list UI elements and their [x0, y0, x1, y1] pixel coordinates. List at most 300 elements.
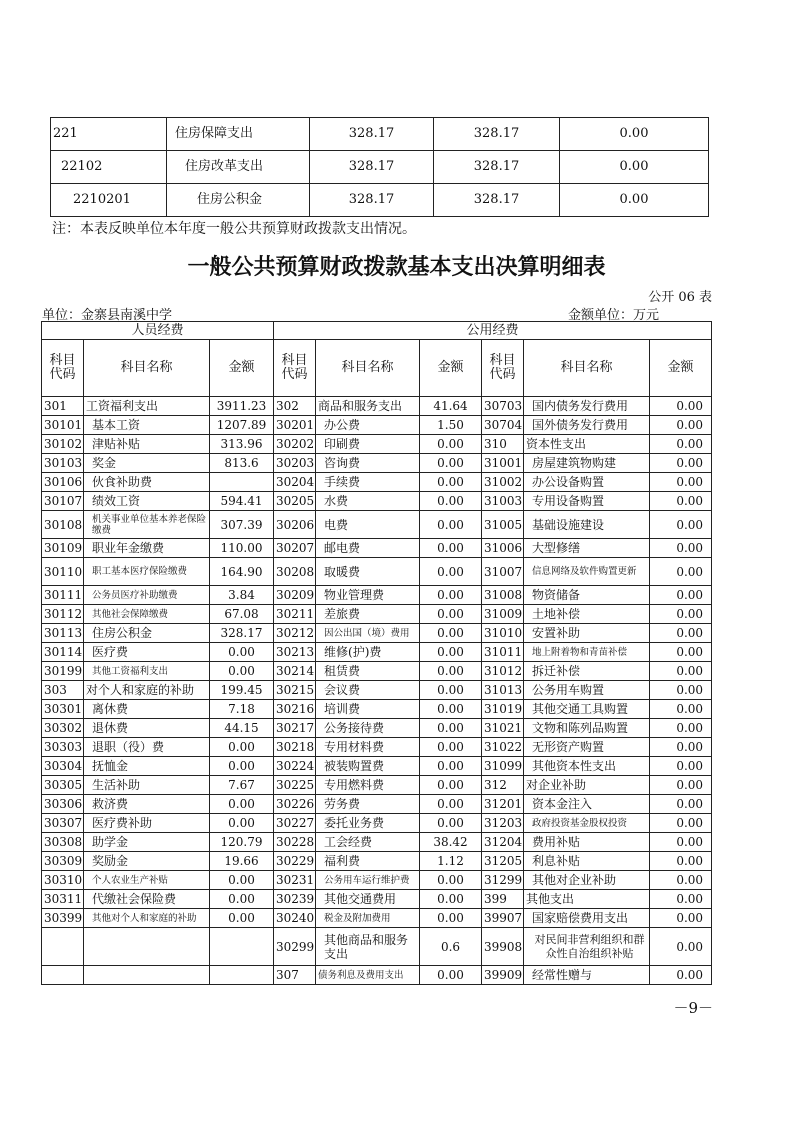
- top-value-cell: 328.17: [434, 118, 560, 151]
- code-cell: 39908: [482, 928, 524, 966]
- top-code-cell: 22102: [51, 151, 167, 184]
- code-cell: 30301: [42, 700, 84, 719]
- code-cell: 31012: [482, 662, 524, 681]
- amount-cell: 0.00: [650, 416, 712, 435]
- code-cell: 30207: [274, 539, 316, 558]
- table-row: [42, 586, 712, 605]
- name-cell: 咨询费: [316, 454, 420, 473]
- amount-cell: 328.17: [210, 624, 274, 643]
- top-code-cell: 2210201: [51, 184, 167, 217]
- table-row: [42, 833, 712, 852]
- amount-cell: 0.00: [420, 624, 482, 643]
- amount-cell: 0.00: [210, 795, 274, 814]
- code-cell: 30704: [482, 416, 524, 435]
- amount-cell: 0.00: [420, 776, 482, 795]
- name-cell: 基本工资: [84, 416, 210, 435]
- amount-cell: 0.00: [650, 776, 712, 795]
- name-cell: 退职（役）费: [84, 738, 210, 757]
- table-row: [42, 681, 712, 700]
- code-cell: 31203: [482, 814, 524, 833]
- name-cell: 医疗费: [84, 643, 210, 662]
- amount-cell: 0.00: [650, 643, 712, 662]
- name-cell: 其他交通工具购置: [524, 700, 650, 719]
- name-cell: 房屋建筑物购建: [524, 454, 650, 473]
- code-cell: 30209: [274, 586, 316, 605]
- amount-cell: 0.00: [650, 624, 712, 643]
- name-cell: 专用燃料费: [316, 776, 420, 795]
- table-row: [42, 738, 712, 757]
- top-name-cell: 住房改革支出: [167, 151, 310, 184]
- amount-cell: 0.00: [650, 473, 712, 492]
- amount-cell: 813.6: [210, 454, 274, 473]
- code-cell: 31013: [482, 681, 524, 700]
- amount-cell: 594.41: [210, 492, 274, 511]
- amount-cell: 307.39: [210, 511, 274, 539]
- amount-cell: 0.00: [650, 966, 712, 985]
- code-cell: 30299: [274, 928, 316, 966]
- top-value-cell: 328.17: [310, 118, 434, 151]
- amount-cell: 38.42: [420, 833, 482, 852]
- name-cell: 商品和服务支出: [316, 397, 420, 416]
- amount-cell: 199.45: [210, 681, 274, 700]
- name-cell: 物资储备: [524, 586, 650, 605]
- name-cell: 税金及附加费用: [316, 909, 420, 928]
- amount-cell: 44.15: [210, 719, 274, 738]
- code-cell: 31003: [482, 492, 524, 511]
- code-cell: 30201: [274, 416, 316, 435]
- top-value-cell: 328.17: [434, 151, 560, 184]
- amount-cell: 0.00: [210, 890, 274, 909]
- amount-cell: 0.00: [650, 397, 712, 416]
- name-cell: 其他资本性支出: [524, 757, 650, 776]
- name-cell: 工资福利支出: [84, 397, 210, 416]
- name-header: 科目名称: [316, 340, 420, 397]
- table-row: [42, 454, 712, 473]
- amount-cell: 0.00: [650, 757, 712, 776]
- amount-cell: 313.96: [210, 435, 274, 454]
- amount-cell: 0.00: [420, 700, 482, 719]
- name-cell: 印刷费: [316, 435, 420, 454]
- name-cell: 地上附着物和青苗补偿: [524, 643, 650, 662]
- code-cell: 30108: [42, 511, 84, 539]
- code-cell: 30303: [42, 738, 84, 757]
- name-cell: 会议费: [316, 681, 420, 700]
- amount-cell: 0.00: [650, 719, 712, 738]
- name-cell: 公务员医疗补助缴费: [84, 586, 210, 605]
- name-header: 科目名称: [84, 340, 210, 397]
- amount-cell: 0.00: [420, 814, 482, 833]
- name-cell: 租赁费: [316, 662, 420, 681]
- name-cell: 公务用车购置: [524, 681, 650, 700]
- code-cell: 302: [274, 397, 316, 416]
- name-cell: 国家赔偿费用支出: [524, 909, 650, 928]
- top-value-cell: 0.00: [560, 151, 709, 184]
- name-cell: 文物和陈列品购置: [524, 719, 650, 738]
- code-cell: 301: [42, 397, 84, 416]
- name-cell: 专用设备购置: [524, 492, 650, 511]
- name-cell: 对个人和家庭的补助: [84, 681, 210, 700]
- top-value-cell: 328.17: [310, 151, 434, 184]
- table-row: [42, 605, 712, 624]
- top-value-cell: 328.17: [310, 184, 434, 217]
- name-cell: 资本性支出: [524, 435, 650, 454]
- amount-cell: 0.00: [420, 586, 482, 605]
- table-row: [42, 852, 712, 871]
- name-cell: 代缴社会保险费: [84, 890, 210, 909]
- code-cell: 31008: [482, 586, 524, 605]
- code-cell: 30109: [42, 539, 84, 558]
- name-cell: 其他社会保障缴费: [84, 605, 210, 624]
- amount-cell: 0.00: [420, 757, 482, 776]
- code-cell: 30203: [274, 454, 316, 473]
- top-table-row: [51, 151, 709, 184]
- code-cell: 30199: [42, 662, 84, 681]
- code-cell: 30212: [274, 624, 316, 643]
- code-cell: [42, 928, 84, 966]
- name-cell: 公务接待费: [316, 719, 420, 738]
- code-cell: 39907: [482, 909, 524, 928]
- name-cell: 土地补偿: [524, 605, 650, 624]
- table-row: [42, 871, 712, 890]
- code-cell: 31204: [482, 833, 524, 852]
- name-cell: 奖励金: [84, 852, 210, 871]
- code-cell: 30213: [274, 643, 316, 662]
- name-header: 科目名称: [524, 340, 650, 397]
- table-row: [42, 795, 712, 814]
- name-cell: 邮电费: [316, 539, 420, 558]
- name-cell: 津贴补贴: [84, 435, 210, 454]
- code-cell: 30225: [274, 776, 316, 795]
- table-row: [42, 511, 712, 539]
- amount-cell: 0.00: [420, 681, 482, 700]
- name-cell: 职工基本医疗保险缴费: [84, 558, 210, 586]
- top-name-cell: 住房保障支出: [167, 118, 310, 151]
- code-cell: 399: [482, 890, 524, 909]
- table-row: [42, 757, 712, 776]
- name-cell: 资本金注入: [524, 795, 650, 814]
- code-cell: 31010: [482, 624, 524, 643]
- table-row: [42, 662, 712, 681]
- amount-header: 金额: [650, 340, 712, 397]
- name-cell: 经常性赠与: [524, 966, 650, 985]
- name-cell: 其他支出: [524, 890, 650, 909]
- name-cell: 国外债务发行费用: [524, 416, 650, 435]
- amount-cell: 0.00: [650, 909, 712, 928]
- code-cell: 30106: [42, 473, 84, 492]
- amount-cell: 0.00: [650, 852, 712, 871]
- code-cell: 30114: [42, 643, 84, 662]
- table-row: [42, 435, 712, 454]
- table-row: [42, 492, 712, 511]
- code-cell: 30304: [42, 757, 84, 776]
- table-note: 注：本表反映单位本年度一般公共预算财政拨款支出情况。: [52, 221, 416, 237]
- code-cell: 30310: [42, 871, 84, 890]
- code-cell: 31006: [482, 539, 524, 558]
- amount-cell: 0.00: [420, 558, 482, 586]
- name-cell: 机关事业单位基本养老保险缴费: [84, 511, 210, 539]
- code-cell: 30240: [274, 909, 316, 928]
- code-cell: 30239: [274, 890, 316, 909]
- amount-cell: 0.00: [650, 586, 712, 605]
- amount-cell: 0.00: [420, 473, 482, 492]
- name-cell: 其他商品和服务支出: [316, 928, 420, 966]
- name-cell: 信息网络及软件购置更新: [524, 558, 650, 586]
- name-cell: 差旅费: [316, 605, 420, 624]
- name-cell: 助学金: [84, 833, 210, 852]
- amount-cell: 0.00: [650, 454, 712, 473]
- code-cell: 30112: [42, 605, 84, 624]
- name-cell: 利息补贴: [524, 852, 650, 871]
- code-cell: 30226: [274, 795, 316, 814]
- name-cell: 政府投资基金股权投资: [524, 814, 650, 833]
- top-value-cell: 328.17: [434, 184, 560, 217]
- code-cell: 30306: [42, 795, 84, 814]
- name-cell: 拆迁补偿: [524, 662, 650, 681]
- personnel-header: 人员经费: [42, 322, 274, 340]
- amount-cell: 0.00: [650, 681, 712, 700]
- amount-cell: 0.00: [420, 719, 482, 738]
- code-header: 科目代码: [482, 340, 524, 397]
- amount-cell: 0.00: [650, 539, 712, 558]
- name-cell: 无形资产购置: [524, 738, 650, 757]
- amount-cell: 0.00: [650, 662, 712, 681]
- amount-cell: 0.00: [210, 814, 274, 833]
- amount-cell: 67.08: [210, 605, 274, 624]
- code-cell: 31205: [482, 852, 524, 871]
- page-number: －9－: [673, 999, 713, 1017]
- code-cell: 30217: [274, 719, 316, 738]
- name-cell: 大型修缮: [524, 539, 650, 558]
- table-row: [42, 928, 712, 966]
- code-cell: 31001: [482, 454, 524, 473]
- top-code-cell: 221: [51, 118, 167, 151]
- header-row-groups: [42, 322, 712, 340]
- name-cell: 办公费: [316, 416, 420, 435]
- table-row: [42, 643, 712, 662]
- amount-cell: 1.50: [420, 416, 482, 435]
- name-cell: 对民间非营利组织和群众性自治组织补贴: [524, 928, 650, 966]
- name-cell: 劳务费: [316, 795, 420, 814]
- table-row: [42, 473, 712, 492]
- code-cell: 30305: [42, 776, 84, 795]
- amount-cell: 0.00: [420, 435, 482, 454]
- name-cell: 离休费: [84, 700, 210, 719]
- code-cell: 30399: [42, 909, 84, 928]
- code-cell: 30110: [42, 558, 84, 586]
- amount-cell: 0.00: [210, 643, 274, 662]
- amount-cell: 0.00: [420, 492, 482, 511]
- amount-header: 金额: [210, 340, 274, 397]
- name-cell: 抚恤金: [84, 757, 210, 776]
- amount-cell: 0.00: [650, 492, 712, 511]
- top-name-cell: 住房公积金: [167, 184, 310, 217]
- table-row: [42, 624, 712, 643]
- amount-cell: [210, 473, 274, 492]
- code-cell: 31009: [482, 605, 524, 624]
- amount-cell: 0.00: [420, 511, 482, 539]
- name-cell: 其他工资福利支出: [84, 662, 210, 681]
- top-table-row: [51, 118, 709, 151]
- name-cell: 生活补助: [84, 776, 210, 795]
- code-cell: 30208: [274, 558, 316, 586]
- name-cell: 物业管理费: [316, 586, 420, 605]
- amount-cell: 0.00: [650, 558, 712, 586]
- page-title: 一般公共预算财政拨款基本支出决算明细表: [187, 255, 606, 280]
- name-cell: 培训费: [316, 700, 420, 719]
- code-cell: 30229: [274, 852, 316, 871]
- name-cell: 取暖费: [316, 558, 420, 586]
- amount-cell: 0.00: [650, 435, 712, 454]
- code-cell: 30113: [42, 624, 84, 643]
- code-cell: 31201: [482, 795, 524, 814]
- code-cell: 30228: [274, 833, 316, 852]
- amount-cell: 0.00: [420, 890, 482, 909]
- name-cell: [84, 966, 210, 985]
- amount-header: 金额: [420, 340, 482, 397]
- code-cell: 30101: [42, 416, 84, 435]
- table-row: [42, 700, 712, 719]
- table-row: [42, 397, 712, 416]
- name-cell: 电费: [316, 511, 420, 539]
- name-cell: 退休费: [84, 719, 210, 738]
- amount-cell: [210, 966, 274, 985]
- name-cell: 其他对个人和家庭的补助: [84, 909, 210, 928]
- amount-cell: 3.84: [210, 586, 274, 605]
- code-cell: [42, 966, 84, 985]
- name-cell: 个人农业生产补贴: [84, 871, 210, 890]
- name-cell: 水费: [316, 492, 420, 511]
- amount-cell: 3911.23: [210, 397, 274, 416]
- amount-cell: 0.00: [210, 738, 274, 757]
- name-cell: 被装购置费: [316, 757, 420, 776]
- code-cell: 31299: [482, 871, 524, 890]
- table-row: [42, 909, 712, 928]
- amount-cell: 0.00: [210, 909, 274, 928]
- amount-cell: 0.00: [420, 738, 482, 757]
- name-cell: 维修(护)费: [316, 643, 420, 662]
- code-cell: 30206: [274, 511, 316, 539]
- amount-cell: 0.00: [420, 539, 482, 558]
- code-cell: 31007: [482, 558, 524, 586]
- code-cell: 30227: [274, 814, 316, 833]
- name-cell: 国内债务发行费用: [524, 397, 650, 416]
- top-table-row: [51, 184, 709, 217]
- amount-cell: 0.6: [420, 928, 482, 966]
- code-cell: 30308: [42, 833, 84, 852]
- name-cell: 伙食补助费: [84, 473, 210, 492]
- amount-cell: [210, 928, 274, 966]
- amount-cell: 0.00: [650, 890, 712, 909]
- public-header: 公用经费: [274, 322, 712, 340]
- code-cell: 30211: [274, 605, 316, 624]
- name-cell: 办公设备购置: [524, 473, 650, 492]
- amount-cell: 7.18: [210, 700, 274, 719]
- amount-cell: 7.67: [210, 776, 274, 795]
- code-cell: 30107: [42, 492, 84, 511]
- code-cell: 31019: [482, 700, 524, 719]
- amount-cell: 0.00: [650, 795, 712, 814]
- code-cell: 31011: [482, 643, 524, 662]
- code-header: 科目代码: [42, 340, 84, 397]
- amount-cell: 0.00: [420, 871, 482, 890]
- code-cell: 30214: [274, 662, 316, 681]
- amount-cell: 0.00: [650, 814, 712, 833]
- table-row: [42, 539, 712, 558]
- code-cell: 31099: [482, 757, 524, 776]
- table-row: [42, 814, 712, 833]
- unit-label: 单位：金寨县南溪中学: [42, 308, 173, 323]
- amount-cell: 0.00: [650, 738, 712, 757]
- amount-cell: 0.00: [420, 454, 482, 473]
- code-cell: 30204: [274, 473, 316, 492]
- name-cell: 专用材料费: [316, 738, 420, 757]
- code-cell: 303: [42, 681, 84, 700]
- table-row: [42, 966, 712, 985]
- code-cell: 30218: [274, 738, 316, 757]
- code-cell: 30103: [42, 454, 84, 473]
- code-cell: 30202: [274, 435, 316, 454]
- code-header: 科目代码: [274, 340, 316, 397]
- code-cell: 39909: [482, 966, 524, 985]
- code-cell: 307: [274, 966, 316, 985]
- code-cell: 30216: [274, 700, 316, 719]
- name-cell: 安置补助: [524, 624, 650, 643]
- name-cell: 债务利息及费用支出: [316, 966, 420, 985]
- amount-unit-label: 金额单位：万元: [568, 308, 660, 323]
- table-row: [42, 719, 712, 738]
- code-cell: 30215: [274, 681, 316, 700]
- header-row-columns: [42, 340, 712, 397]
- amount-cell: 120.79: [210, 833, 274, 852]
- amount-cell: 41.64: [420, 397, 482, 416]
- name-cell: 其他交通费用: [316, 890, 420, 909]
- amount-cell: 1.12: [420, 852, 482, 871]
- name-cell: 职业年金缴费: [84, 539, 210, 558]
- name-cell: 奖金: [84, 454, 210, 473]
- code-cell: 31005: [482, 511, 524, 539]
- amount-cell: 0.00: [650, 605, 712, 624]
- amount-cell: 0.00: [650, 871, 712, 890]
- name-cell: [84, 928, 210, 966]
- detail-table: [41, 321, 712, 985]
- amount-cell: 0.00: [420, 643, 482, 662]
- amount-cell: 0.00: [210, 662, 274, 681]
- amount-cell: 19.66: [210, 852, 274, 871]
- name-cell: 手续费: [316, 473, 420, 492]
- name-cell: 基础设施建设: [524, 511, 650, 539]
- public-table-number: 公开 06 表: [648, 290, 712, 305]
- amount-cell: 0.00: [650, 928, 712, 966]
- amount-cell: 110.00: [210, 539, 274, 558]
- amount-cell: 1207.89: [210, 416, 274, 435]
- top-value-cell: 0.00: [560, 118, 709, 151]
- table-row: [42, 416, 712, 435]
- code-cell: 30703: [482, 397, 524, 416]
- name-cell: 其他对企业补助: [524, 871, 650, 890]
- top-value-cell: 0.00: [560, 184, 709, 217]
- name-cell: 公务用车运行维护费: [316, 871, 420, 890]
- amount-cell: 0.00: [650, 700, 712, 719]
- name-cell: 救济费: [84, 795, 210, 814]
- code-cell: 30309: [42, 852, 84, 871]
- code-cell: 31002: [482, 473, 524, 492]
- code-cell: 30231: [274, 871, 316, 890]
- code-cell: 30111: [42, 586, 84, 605]
- amount-cell: 0.00: [420, 605, 482, 624]
- name-cell: 住房公积金: [84, 624, 210, 643]
- table-row: [42, 558, 712, 586]
- name-cell: 费用补贴: [524, 833, 650, 852]
